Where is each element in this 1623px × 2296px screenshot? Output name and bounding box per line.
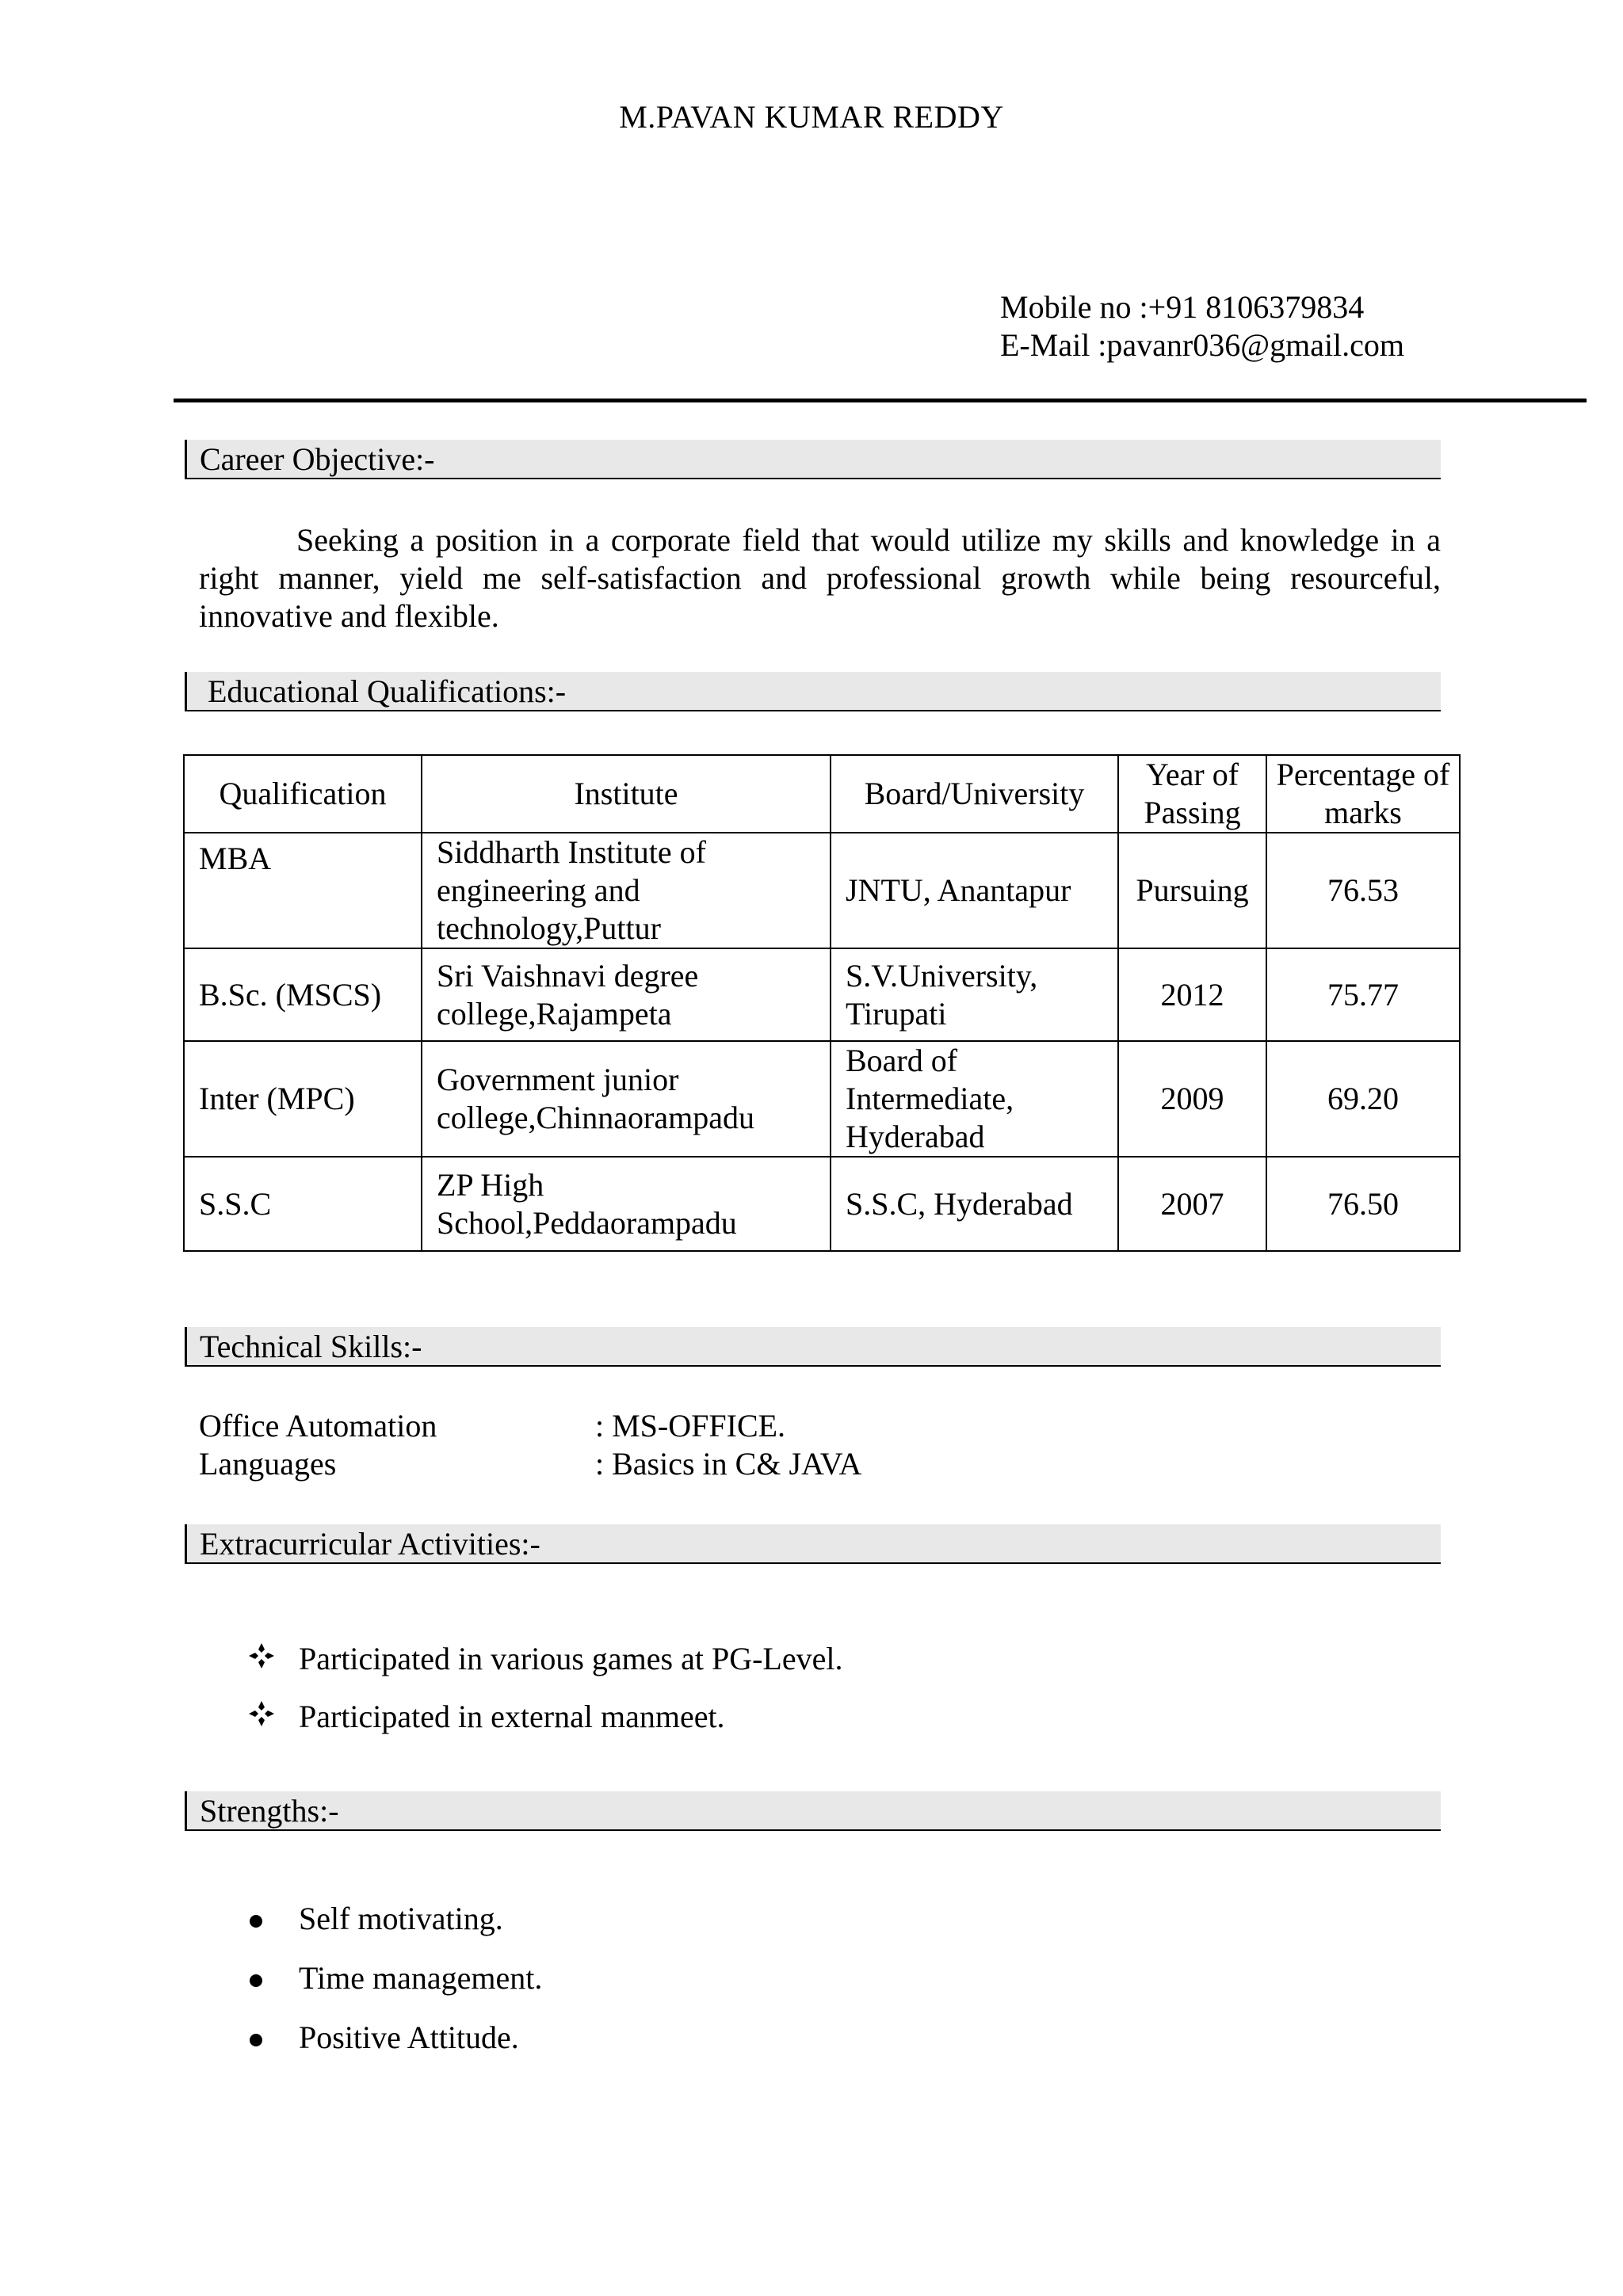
skill-label: Languages <box>199 1446 337 1482</box>
strength-text: Time management. <box>299 1960 543 1996</box>
cell-year: 2009 <box>1118 1041 1266 1157</box>
cell-percentage: 75.77 <box>1266 948 1460 1041</box>
table-header-row <box>184 755 1460 833</box>
cell-qualification: MBA <box>184 833 422 948</box>
diamond-bullet-icon <box>248 1698 299 1736</box>
cell-percentage: 76.53 <box>1266 833 1460 948</box>
cell-qualification: Inter (MPC) <box>184 1041 422 1157</box>
objective-paragraph <box>199 521 1441 635</box>
cell-year: Pursuing <box>1118 833 1266 948</box>
objective-text: Seeking a position in a corporate field that would utilize my skills and knowledge in a right manner, yield me self-satisfaction and professional growth while being resourceful, innovative and flexible. <box>199 522 1441 634</box>
cell-year: 2012 <box>1118 948 1266 1041</box>
dot-bullet-icon <box>248 1900 299 1938</box>
dot-bullet-icon <box>248 2019 299 2057</box>
list-item <box>248 1900 542 1938</box>
cell-institute: Siddharth Institute of engineering and technology,Puttur <box>422 833 831 948</box>
header-qualification: Qualification <box>184 755 422 833</box>
skills-list <box>199 1407 861 1483</box>
education-table <box>183 754 1461 1252</box>
cell-board: S.V.University, Tirupati <box>831 948 1118 1041</box>
skill-label: Office Automation <box>199 1408 437 1444</box>
diamond-bullet-icon <box>248 1640 299 1678</box>
section-technical-skills: Technical Skills:- <box>185 1327 1441 1367</box>
cell-year: 2007 <box>1118 1157 1266 1251</box>
cell-board: JNTU, Anantapur <box>831 833 1118 948</box>
activity-text: Participated in various games at PG-Level. <box>299 1641 843 1676</box>
header-percentage: Percentage of marks <box>1266 755 1460 833</box>
section-education: Educational Qualifications:- <box>185 672 1441 711</box>
header-divider <box>174 399 1587 402</box>
list-item <box>248 2019 542 2057</box>
header-institute: Institute <box>422 755 831 833</box>
cell-percentage: 76.50 <box>1266 1157 1460 1251</box>
cell-board: S.S.C, Hyderabad <box>831 1157 1118 1251</box>
table-row <box>184 948 1460 1041</box>
strength-text: Positive Attitude. <box>299 2019 519 2055</box>
list-item <box>248 1640 842 1678</box>
cell-institute: ZP High School,Peddaorampadu <box>422 1157 831 1251</box>
skill-value: : Basics in C& JAVA <box>595 1446 862 1482</box>
candidate-name: M.PAVAN KUMAR REDDY <box>619 99 1004 135</box>
header-year: Year of Passing <box>1118 755 1266 833</box>
cell-percentage: 69.20 <box>1266 1041 1460 1157</box>
contact-info <box>1000 288 1404 364</box>
list-item <box>248 1959 542 1997</box>
skill-row <box>199 1407 861 1445</box>
skill-row <box>199 1445 861 1483</box>
email-address: E-Mail :pavanr036@gmail.com <box>1000 327 1405 363</box>
extracurricular-list <box>248 1640 842 1736</box>
table-row <box>184 1157 1460 1251</box>
table-row <box>184 833 1460 948</box>
cell-institute: Government junior college,Chinnaorampadu <box>422 1041 831 1157</box>
list-item <box>248 1698 842 1736</box>
header-board: Board/University <box>831 755 1118 833</box>
cell-qualification: B.Sc. (MSCS) <box>184 948 422 1041</box>
skill-value: : MS-OFFICE. <box>595 1408 786 1444</box>
dot-bullet-icon <box>248 1959 299 1997</box>
table-row <box>184 1041 1460 1157</box>
mobile-number: Mobile no :+91 8106379834 <box>1000 289 1365 325</box>
cell-institute: Sri Vaishnavi degree college,Rajampeta <box>422 948 831 1041</box>
section-strengths: Strengths:- <box>185 1791 1441 1831</box>
section-career-objective: Career Objective:- <box>185 440 1441 479</box>
activity-text: Participated in external manmeet. <box>299 1699 725 1734</box>
cell-board: Board of Intermediate, Hyderabad <box>831 1041 1118 1157</box>
strengths-list <box>248 1900 542 2057</box>
cell-qualification: S.S.C <box>184 1157 422 1251</box>
strength-text: Self motivating. <box>299 1901 503 1936</box>
section-extracurricular: Extracurricular Activities:- <box>185 1524 1441 1564</box>
